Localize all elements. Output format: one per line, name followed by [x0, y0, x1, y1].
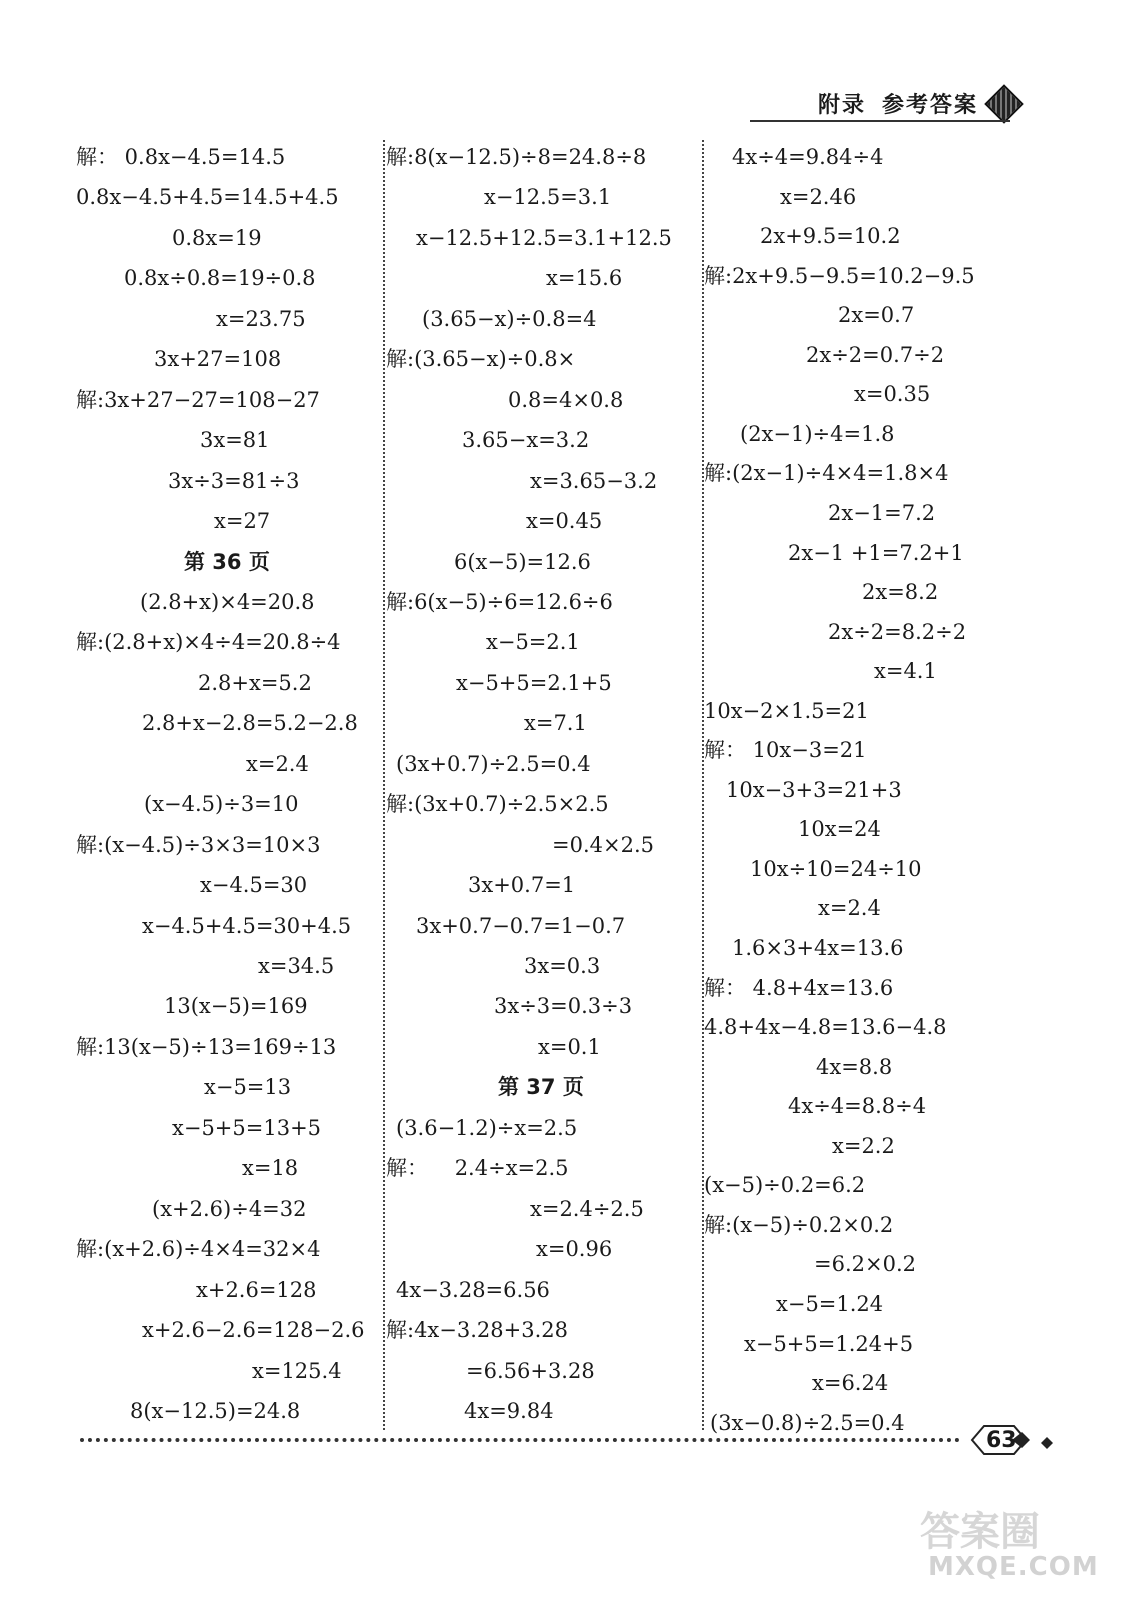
equation-line: x=0.96 — [536, 1237, 613, 1262]
equation-line: x=125.4 — [252, 1358, 342, 1383]
equation-line: 4.8+4x−4.8=13.6−4.8 — [704, 1015, 947, 1040]
equation-line: x=0.1 — [538, 1034, 601, 1059]
equation-line: 3x+0.7−0.7=1−0.7 — [416, 913, 626, 938]
equation-line: 2.8+x=5.2 — [198, 670, 312, 695]
equation-line: (3x+0.7)÷2.5=0.4 — [396, 751, 591, 776]
equation-line: 10x÷10=24÷10 — [750, 856, 922, 881]
equation-line: 解： 2.4÷x=2.5 — [386, 1156, 569, 1181]
equation-line: 解:(3x+0.7)÷2.5×2.5 — [386, 792, 609, 817]
equation-line: x=4.1 — [874, 659, 937, 684]
equation-line: 3x=81 — [200, 428, 270, 453]
equation-line: x=2.2 — [832, 1133, 895, 1158]
equation-line: x−12.5+12.5=3.1+12.5 — [416, 225, 672, 250]
equation-line: x=2.46 — [780, 184, 857, 209]
equation-line: x=2.4÷2.5 — [530, 1196, 644, 1221]
equation-line: 2x+9.5=10.2 — [760, 224, 901, 249]
equation-line: (x+2.6)÷4=32 — [152, 1196, 307, 1221]
equation-line: 2.8+x−2.8=5.2−2.8 — [142, 711, 358, 736]
equation-line: 解:(2.8+x)×4÷4=20.8÷4 — [76, 630, 341, 655]
watermark-logo: 答案圈 — [920, 1509, 1040, 1555]
equation-line: x=27 — [214, 509, 271, 534]
section-heading: 第 36 页 — [184, 549, 270, 574]
equation-line: 解:13(x−5)÷13=169÷13 — [76, 1034, 337, 1059]
equation-line: 3x+0.7=1 — [468, 873, 576, 898]
equation-line: 0.8x=19 — [172, 225, 262, 250]
equation-line: 解： 4.8+4x=13.6 — [704, 975, 894, 1000]
header-appendix: 附录 — [818, 93, 867, 118]
equation-line: 2x=8.2 — [862, 580, 939, 605]
equation-line: x=15.6 — [546, 266, 623, 291]
equation-line: x=7.1 — [524, 711, 587, 736]
equation-line: =0.4×2.5 — [552, 832, 654, 857]
equation-line: 10x=24 — [798, 817, 881, 842]
equation-line: 解： 10x−3=21 — [704, 738, 867, 763]
equation-line: 13(x−5)=169 — [164, 994, 308, 1019]
equation-line: 解:8(x−12.5)÷8=24.8÷8 — [386, 145, 647, 169]
equation-line: 解:4x−3.28+3.28 — [386, 1318, 568, 1343]
page-header — [818, 88, 978, 119]
small-diamond-icon — [1040, 1436, 1054, 1450]
equation-line: (3.65−x)÷0.8=4 — [422, 306, 597, 331]
equation-line: 解:6(x−5)÷6=12.6÷6 — [386, 589, 613, 614]
equation-line: =6.56+3.28 — [466, 1358, 595, 1383]
equation-line: x=34.5 — [258, 954, 335, 978]
equation-line: x=18 — [242, 1156, 299, 1181]
equation-line: 0.8=4×0.8 — [508, 387, 624, 412]
equation-line: 2x−1=7.2 — [828, 500, 936, 525]
equation-line: 解:(2x−1)÷4×4=1.8×4 — [704, 461, 949, 486]
equation-line: 解： 0.8x−4.5=14.5 — [76, 145, 286, 169]
equation-line: x=23.75 — [216, 306, 306, 331]
equation-line: 3x+27=108 — [154, 347, 282, 372]
equation-line: 3x=0.3 — [524, 954, 601, 978]
equation-line: 2x÷2=8.2÷2 — [828, 619, 967, 644]
equation-line: 10x−2×1.5=21 — [704, 698, 869, 723]
page-number: 63 — [986, 1428, 1017, 1453]
equation-line: 0.8x÷0.8=19÷0.8 — [124, 266, 316, 291]
equation-line: 3x÷3=0.3÷3 — [494, 994, 633, 1019]
equation-line: 4x=8.8 — [816, 1054, 893, 1079]
equation-line: (3x−0.8)÷2.5=0.4 — [710, 1410, 905, 1435]
equation-line: 解:2x+9.5−9.5=10.2−9.5 — [704, 263, 975, 288]
equation-line: x−5+5=1.24+5 — [744, 1331, 914, 1356]
equation-line: x=2.4 — [246, 751, 309, 776]
equation-line: x=6.24 — [812, 1371, 889, 1396]
equation-line: (3.6−1.2)÷x=2.5 — [396, 1115, 578, 1140]
equation-line: 解:(x−4.5)÷3×3=10×3 — [76, 832, 321, 857]
equation-line: (x−5)÷0.2=6.2 — [704, 1173, 866, 1198]
equation-line: x−12.5=3.1 — [484, 185, 612, 210]
equation-line: 1.6×3+4x=13.6 — [732, 936, 904, 960]
equation-line: (2x−1)÷4=1.8 — [740, 421, 895, 446]
equation-line: x−4.5=30 — [200, 873, 308, 898]
header-diamond-icon — [984, 84, 1024, 124]
equation-line: 解:3x+27−27=108−27 — [76, 387, 320, 412]
equation-line: 4x÷4=9.84÷4 — [732, 145, 884, 169]
equation-line: x=2.4 — [818, 896, 881, 921]
equation-line: x=3.65−3.2 — [530, 468, 658, 493]
equation-line: =6.2×0.2 — [814, 1252, 916, 1277]
equation-line: x+2.6=128 — [196, 1277, 317, 1302]
equation-line: x−5=13 — [204, 1075, 292, 1100]
equation-line: 8(x−12.5)=24.8 — [130, 1398, 301, 1423]
equation-line: 2x−1 +1=7.2+1 — [788, 540, 964, 565]
equation-line: x−5+5=2.1+5 — [456, 670, 612, 695]
footer-dotted-rule — [80, 1438, 960, 1442]
equation-line: 4x÷4=8.8÷4 — [788, 1094, 927, 1119]
equation-line: 4x=9.84 — [464, 1398, 554, 1423]
equation-line: (x−4.5)÷3=10 — [144, 792, 299, 817]
header-rule — [750, 120, 1010, 122]
equation-line: 解:(x−5)÷0.2×0.2 — [704, 1212, 894, 1237]
equation-line: x−5=1.24 — [776, 1291, 884, 1316]
equation-line: x+2.6−2.6=128−2.6 — [142, 1318, 365, 1343]
equation-line: 10x−3+3=21+3 — [726, 777, 902, 802]
watermark-url: MXQE.COM — [928, 1552, 1099, 1582]
equation-line: 3x÷3=81÷3 — [168, 468, 300, 493]
equation-line: 0.8x−4.5+4.5=14.5+4.5 — [76, 185, 339, 210]
equation-line: x−5=2.1 — [486, 630, 580, 655]
column-divider — [383, 140, 385, 1430]
equation-line: 3.65−x=3.2 — [462, 428, 590, 453]
equation-line: 6(x−5)=12.6 — [454, 549, 591, 574]
header-answers: 参考答案 — [882, 93, 979, 118]
equation-line: (2.8+x)×4=20.8 — [140, 589, 315, 614]
equation-line: x−4.5+4.5=30+4.5 — [142, 913, 352, 938]
equation-line: x=0.45 — [526, 509, 603, 534]
equation-line: x=0.35 — [854, 382, 931, 407]
equation-line: 4x−3.28=6.56 — [396, 1277, 550, 1302]
section-heading: 第 37 页 — [498, 1075, 584, 1100]
equation-line: 解:(3.65−x)÷0.8× — [386, 347, 576, 372]
equation-line: 2x÷2=0.7÷2 — [806, 342, 945, 367]
equation-line: x−5+5=13+5 — [172, 1115, 322, 1140]
equation-line: 2x=0.7 — [838, 303, 915, 328]
equation-line: 解:(x+2.6)÷4×4=32×4 — [76, 1237, 321, 1262]
